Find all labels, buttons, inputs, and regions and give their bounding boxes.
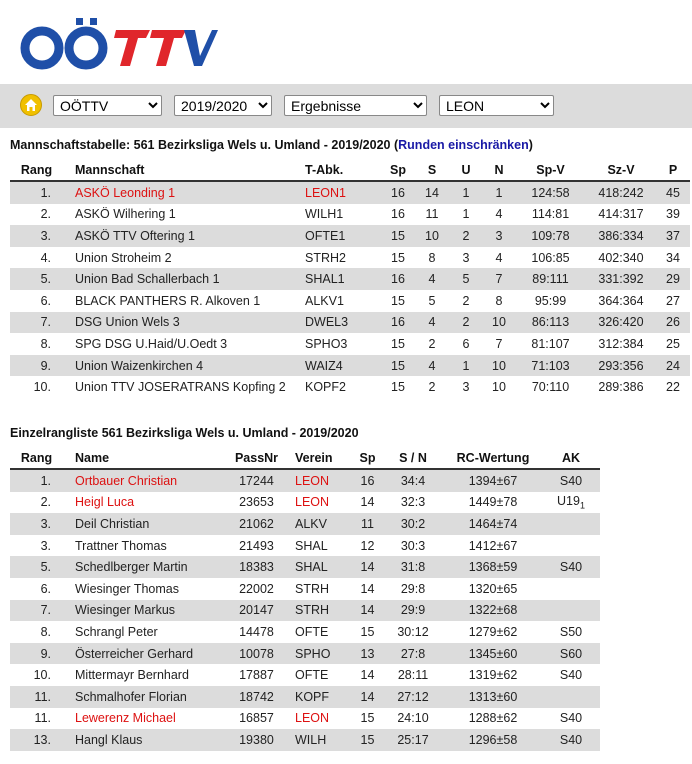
player-pass-number: 17887 [239, 668, 274, 683]
team-wins: 8 [428, 250, 436, 265]
player-rank: 5. [10, 556, 63, 578]
team-name-link[interactable]: Union Bad Schallerbach 1 [63, 268, 305, 290]
team-wins: 14 [415, 181, 449, 204]
team-abbreviation: WILH1 [305, 207, 344, 222]
player-win-loss: 34:4 [382, 469, 444, 492]
team-points: 24 [656, 355, 690, 377]
col-sp[interactable]: Sp [381, 160, 415, 181]
player-club: KOPF [295, 686, 353, 708]
player-club: ALKV [295, 513, 353, 535]
team-points: 34 [666, 250, 680, 265]
team-points: 22 [666, 380, 680, 395]
player-matches: 15 [360, 624, 375, 639]
col-u[interactable]: U [449, 160, 483, 181]
player-win-loss: 28:11 [397, 668, 429, 683]
team-abbreviation: SHAL1 [305, 268, 381, 290]
team-rank: 2. [40, 207, 51, 222]
player-rc-rating: 1320±65 [468, 581, 518, 596]
player-rank: 8. [40, 624, 51, 639]
player-rc-rating: 1279±62 [468, 624, 518, 639]
age-class-label: S40 [559, 473, 583, 488]
player-age-class [542, 556, 600, 578]
player-row [10, 492, 600, 514]
team-matches: 15 [391, 293, 405, 308]
player-age-class [542, 643, 600, 665]
player-rc-rating: 1368±59 [444, 556, 542, 578]
player-pass-number: 21062 [218, 513, 295, 535]
season-select[interactable] [174, 95, 272, 116]
team-wins: 10 [415, 225, 449, 247]
team-name-link[interactable]: Union Waizenkirchen 4 [63, 355, 305, 377]
team-name-link[interactable]: ASKÖ Wilhering 1 [75, 207, 176, 222]
team-wins: 4 [415, 355, 449, 377]
age-class-label: S40 [559, 668, 583, 683]
player-age-class [542, 492, 600, 514]
col-name[interactable]: Name [63, 448, 218, 469]
team-set-ratio: 414:317 [598, 207, 644, 222]
player-row [10, 643, 600, 665]
team-name-link[interactable]: BLACK PANTHERS R. Alkoven 1 [75, 293, 261, 308]
team-set-ratio: 364:364 [598, 293, 644, 308]
team-rank: 4. [40, 250, 51, 265]
player-club: SHAL [295, 556, 353, 578]
player-win-loss: 25:17 [382, 729, 444, 751]
player-row [10, 535, 600, 557]
team-name-link[interactable]: Union TTV JOSERATRANS Kopfing 2 [75, 380, 286, 395]
player-name-link[interactable]: Schedlberger Martin [63, 556, 218, 578]
player-pass-number: 17244 [218, 469, 295, 492]
player-rc-rating: 1464±74 [444, 513, 542, 535]
team-set-ratio: 331:392 [586, 268, 656, 290]
player-club: LEON [295, 711, 330, 726]
team-wins: 4 [415, 268, 449, 290]
player-pass-number: 14478 [239, 624, 274, 639]
team-wins: 11 [425, 207, 439, 222]
player-rank: 3. [10, 513, 63, 535]
team-game-ratio: 89:111 [515, 268, 586, 290]
team-draws: 3 [462, 250, 470, 265]
player-win-loss: 32:3 [400, 495, 426, 510]
team-points: 39 [666, 207, 680, 222]
col-sz-v[interactable]: Sz-V [586, 160, 656, 181]
team-losses: 1 [483, 181, 515, 204]
team-abbreviation: ALKV1 [305, 293, 344, 308]
team-row [10, 268, 690, 290]
team-losses: 3 [483, 225, 515, 247]
team-row [10, 247, 690, 269]
player-win-loss: 27:12 [382, 686, 444, 708]
team-name-link[interactable]: Union Stroheim 2 [75, 250, 172, 265]
player-age-class [542, 600, 600, 622]
player-ranking-table [10, 448, 600, 751]
team-row [10, 181, 690, 204]
player-win-loss: 30:12 [397, 624, 429, 639]
team-row [10, 290, 690, 312]
team-row [10, 204, 690, 226]
player-club: SHAL [295, 538, 328, 553]
age-class-label: S40 [559, 732, 583, 747]
team-points: 37 [656, 225, 690, 247]
team-wins: 4 [415, 312, 449, 334]
col-ak[interactable]: AK [542, 448, 600, 469]
player-rc-rating: 1412±67 [468, 538, 518, 553]
player-row [10, 469, 600, 492]
player-name-link[interactable]: Trattner Thomas [75, 538, 167, 553]
player-name-link[interactable]: Heigl Luca [75, 495, 135, 510]
team-set-ratio: 293:356 [586, 355, 656, 377]
team-game-ratio: 81:107 [531, 336, 570, 351]
player-age-class [542, 535, 600, 557]
age-class-label: U19 [557, 494, 580, 509]
player-club: STRH [295, 600, 353, 622]
player-table-title: Einzelrangliste 561 Bezirksliga Wels u. Umland - 2019/2020 [10, 426, 359, 440]
team-set-ratio: 402:340 [598, 250, 644, 265]
player-age-class [542, 686, 600, 708]
player-club: WILH [295, 729, 353, 751]
player-rank: 1. [10, 469, 63, 492]
team-losses: 10 [483, 355, 515, 377]
player-matches: 14 [360, 495, 375, 510]
player-pass-number: 18742 [218, 686, 295, 708]
team-game-ratio: 109:78 [515, 225, 586, 247]
player-pass-number: 20147 [218, 600, 295, 622]
team-name-link[interactable]: ASKÖ Leonding 1 [63, 181, 305, 204]
col-sp-v[interactable]: Sp-V [515, 160, 586, 181]
team-select[interactable] [439, 95, 554, 116]
team-name-link[interactable]: SPG DSG U.Haid/U.Oedt 3 [75, 336, 228, 351]
player-pass-number: 21493 [239, 538, 274, 553]
team-game-ratio: 86:113 [515, 312, 586, 334]
home-button[interactable] [20, 94, 42, 116]
team-abbreviation: OFTE1 [305, 225, 381, 247]
team-game-ratio: 70:110 [531, 380, 570, 395]
player-name-link[interactable]: Hangl Klaus [63, 729, 218, 751]
player-row [10, 686, 600, 708]
team-losses: 8 [495, 293, 503, 308]
player-rank: 2. [40, 495, 51, 510]
player-rank: 7. [10, 600, 63, 622]
team-matches: 16 [381, 312, 415, 334]
team-set-ratio: 418:242 [586, 181, 656, 204]
team-losses: 7 [483, 268, 515, 290]
player-pass-number: 16857 [239, 711, 274, 726]
team-set-ratio: 289:386 [598, 380, 644, 395]
player-rc-rating: 1345±60 [444, 643, 542, 665]
col-n[interactable]: N [483, 160, 515, 181]
team-rank: 1. [10, 181, 63, 204]
player-row [10, 513, 600, 535]
player-name-link[interactable]: Ortbauer Christian [63, 469, 218, 492]
association-select[interactable] [53, 95, 162, 116]
player-pass-number: 19380 [218, 729, 295, 751]
team-abbreviation: WAIZ4 [305, 355, 381, 377]
player-club: LEON [295, 469, 353, 492]
player-name-link[interactable]: Österreicher Gerhard [63, 643, 218, 665]
team-points: 29 [656, 268, 690, 290]
team-draws: 6 [462, 336, 470, 351]
player-matches: 14 [360, 581, 375, 596]
player-row [10, 729, 600, 751]
team-abbreviation: DWEL3 [305, 312, 381, 334]
player-matches: 15 [353, 729, 382, 751]
player-matches: 11 [353, 513, 382, 535]
team-points: 26 [656, 312, 690, 334]
player-rank: 11. [10, 686, 63, 708]
player-matches: 14 [353, 556, 382, 578]
team-name-link[interactable]: DSG Union Wels 3 [63, 312, 305, 334]
player-row [10, 600, 600, 622]
player-row [10, 664, 600, 686]
team-draws: 2 [449, 225, 483, 247]
team-matches: 16 [391, 207, 405, 222]
restrict-rounds-link[interactable]: Runden einschränken [398, 138, 529, 152]
team-row [10, 333, 690, 355]
team-draws: 5 [449, 268, 483, 290]
player-name-link[interactable]: Mittermayr Bernhard [75, 668, 189, 683]
team-set-ratio: 326:420 [586, 312, 656, 334]
team-game-ratio: 124:58 [515, 181, 586, 204]
player-club: SPHO [295, 643, 353, 665]
player-age-class [542, 513, 600, 535]
team-rank: 9. [10, 355, 63, 377]
team-points: 45 [656, 181, 690, 204]
player-rank: 3. [40, 538, 51, 553]
team-row [10, 312, 690, 334]
team-matches: 16 [381, 181, 415, 204]
player-name-link[interactable]: Schmalhofer Florian [63, 686, 218, 708]
player-rank: 9. [10, 643, 63, 665]
team-rank: 7. [10, 312, 63, 334]
team-matches: 15 [381, 355, 415, 377]
team-row [10, 225, 690, 247]
col-p[interactable]: P [656, 160, 690, 181]
team-abbreviation: SPHO3 [305, 336, 348, 351]
team-abbreviation: KOPF2 [305, 380, 346, 395]
player-club: LEON [295, 495, 330, 510]
player-age-class [542, 708, 600, 730]
team-table-title: Mannschaftstabelle: 561 Bezirksliga Wels u. Umland - 2019/2020 (Runden einschränken) [10, 138, 533, 152]
team-row [10, 355, 690, 377]
col-s[interactable]: S [415, 160, 449, 181]
player-age-class [542, 578, 600, 600]
player-row [10, 621, 600, 643]
team-draws: 2 [449, 312, 483, 334]
player-pass-number: 22002 [239, 581, 274, 596]
player-name-link[interactable]: Wiesinger Markus [63, 600, 218, 622]
filter-toolbar [0, 84, 692, 128]
team-name-link[interactable]: ASKÖ TTV Oftering 1 [63, 225, 305, 247]
player-matches: 16 [353, 469, 382, 492]
team-rank: 5. [10, 268, 63, 290]
player-rc-rating: 1319±62 [468, 668, 518, 683]
team-game-ratio: 95:99 [534, 293, 567, 308]
team-game-ratio: 114:81 [531, 207, 570, 222]
player-table-header [10, 448, 600, 469]
team-matches: 15 [391, 336, 405, 351]
team-abbreviation: LEON1 [305, 181, 381, 204]
team-losses: 10 [483, 312, 515, 334]
player-matches: 15 [360, 711, 375, 726]
team-losses: 4 [495, 207, 503, 222]
team-set-ratio: 386:334 [586, 225, 656, 247]
age-class-subscript: 1 [579, 500, 585, 511]
player-win-loss: 29:8 [400, 581, 426, 596]
player-age-class [542, 664, 600, 686]
home-icon [24, 98, 38, 112]
player-name-link[interactable]: Wiesinger Thomas [75, 581, 179, 596]
player-club: OFTE [295, 624, 329, 639]
player-matches: 14 [360, 668, 375, 683]
player-pass-number: 23653 [239, 495, 274, 510]
team-row [10, 376, 690, 398]
player-rc-rating: 1322±68 [444, 600, 542, 622]
team-standings-table [10, 160, 690, 398]
player-rc-rating: 1313±60 [444, 686, 542, 708]
team-rank: 3. [10, 225, 63, 247]
team-losses: 7 [495, 336, 503, 351]
player-rc-rating: 1288±62 [468, 711, 518, 726]
player-name-link[interactable]: Lewerenz Michael [75, 711, 176, 726]
player-row [10, 708, 600, 730]
player-rank: 13. [10, 729, 63, 751]
team-points: 25 [666, 336, 680, 351]
player-rc-rating: 1394±67 [444, 469, 542, 492]
col-s-n[interactable]: S / N [382, 448, 444, 469]
age-class-label: S50 [559, 624, 583, 639]
player-rc-rating: 1449±78 [468, 495, 518, 510]
col-rang[interactable]: Rang [10, 448, 63, 469]
player-win-loss: 29:9 [382, 600, 444, 622]
col-rc-wertung[interactable]: RC-Wertung [444, 448, 542, 469]
player-row [10, 556, 600, 578]
team-draws: 1 [449, 355, 483, 377]
player-matches: 12 [360, 538, 375, 553]
team-draws: 2 [462, 293, 470, 308]
age-class-label: S40 [559, 711, 583, 726]
player-rank: 11. [34, 711, 51, 726]
team-losses: 4 [495, 250, 503, 265]
player-matches: 13 [353, 643, 382, 665]
col-passnr[interactable]: PassNr [218, 448, 295, 469]
player-row [10, 578, 600, 600]
player-pass-number: 10078 [218, 643, 295, 665]
team-wins: 5 [428, 293, 436, 308]
player-rc-rating: 1296±58 [444, 729, 542, 751]
team-matches: 15 [391, 250, 405, 265]
team-wins: 2 [428, 380, 436, 395]
col-mannschaft[interactable]: Mannschaft [63, 160, 305, 181]
player-age-class [542, 729, 600, 751]
team-game-ratio: 71:103 [515, 355, 586, 377]
age-class-label: S60 [559, 646, 583, 661]
ooettv-logo[interactable] [18, 14, 218, 72]
team-rank: 6. [40, 293, 51, 308]
col-verein[interactable]: Verein [295, 448, 353, 469]
team-draws: 1 [449, 181, 483, 204]
age-class-label: S40 [559, 560, 583, 575]
team-draws: 3 [462, 380, 470, 395]
player-win-loss: 30:2 [382, 513, 444, 535]
player-win-loss: 30:3 [400, 538, 426, 553]
team-rank: 8. [40, 336, 51, 351]
view-select[interactable] [284, 95, 427, 116]
team-table-header [10, 160, 690, 181]
team-abbreviation: STRH2 [305, 250, 346, 265]
team-matches: 15 [391, 380, 405, 395]
col-t-abk[interactable]: T-Abk. [305, 160, 381, 181]
player-club: OFTE [295, 668, 329, 683]
team-game-ratio: 106:85 [531, 250, 570, 265]
col-sp[interactable]: Sp [353, 448, 382, 469]
team-losses: 10 [492, 380, 506, 395]
team-wins: 2 [428, 336, 436, 351]
player-rank: 10. [33, 668, 51, 683]
player-win-loss: 31:8 [382, 556, 444, 578]
team-set-ratio: 312:384 [598, 336, 644, 351]
player-win-loss: 24:10 [397, 711, 429, 726]
player-pass-number: 18383 [218, 556, 295, 578]
player-win-loss: 27:8 [382, 643, 444, 665]
team-matches: 16 [381, 268, 415, 290]
player-matches: 14 [353, 600, 382, 622]
team-rank: 10. [33, 380, 51, 395]
player-rank: 6. [40, 581, 51, 596]
team-draws: 1 [462, 207, 470, 222]
player-matches: 14 [353, 686, 382, 708]
player-age-class [542, 469, 600, 492]
player-club: STRH [295, 581, 330, 596]
team-points: 27 [666, 293, 680, 308]
player-name-link[interactable]: Schrangl Peter [75, 624, 158, 639]
player-name-link[interactable]: Deil Christian [63, 513, 218, 535]
col-rang[interactable]: Rang [10, 160, 63, 181]
team-matches: 15 [381, 225, 415, 247]
player-age-class [542, 621, 600, 643]
